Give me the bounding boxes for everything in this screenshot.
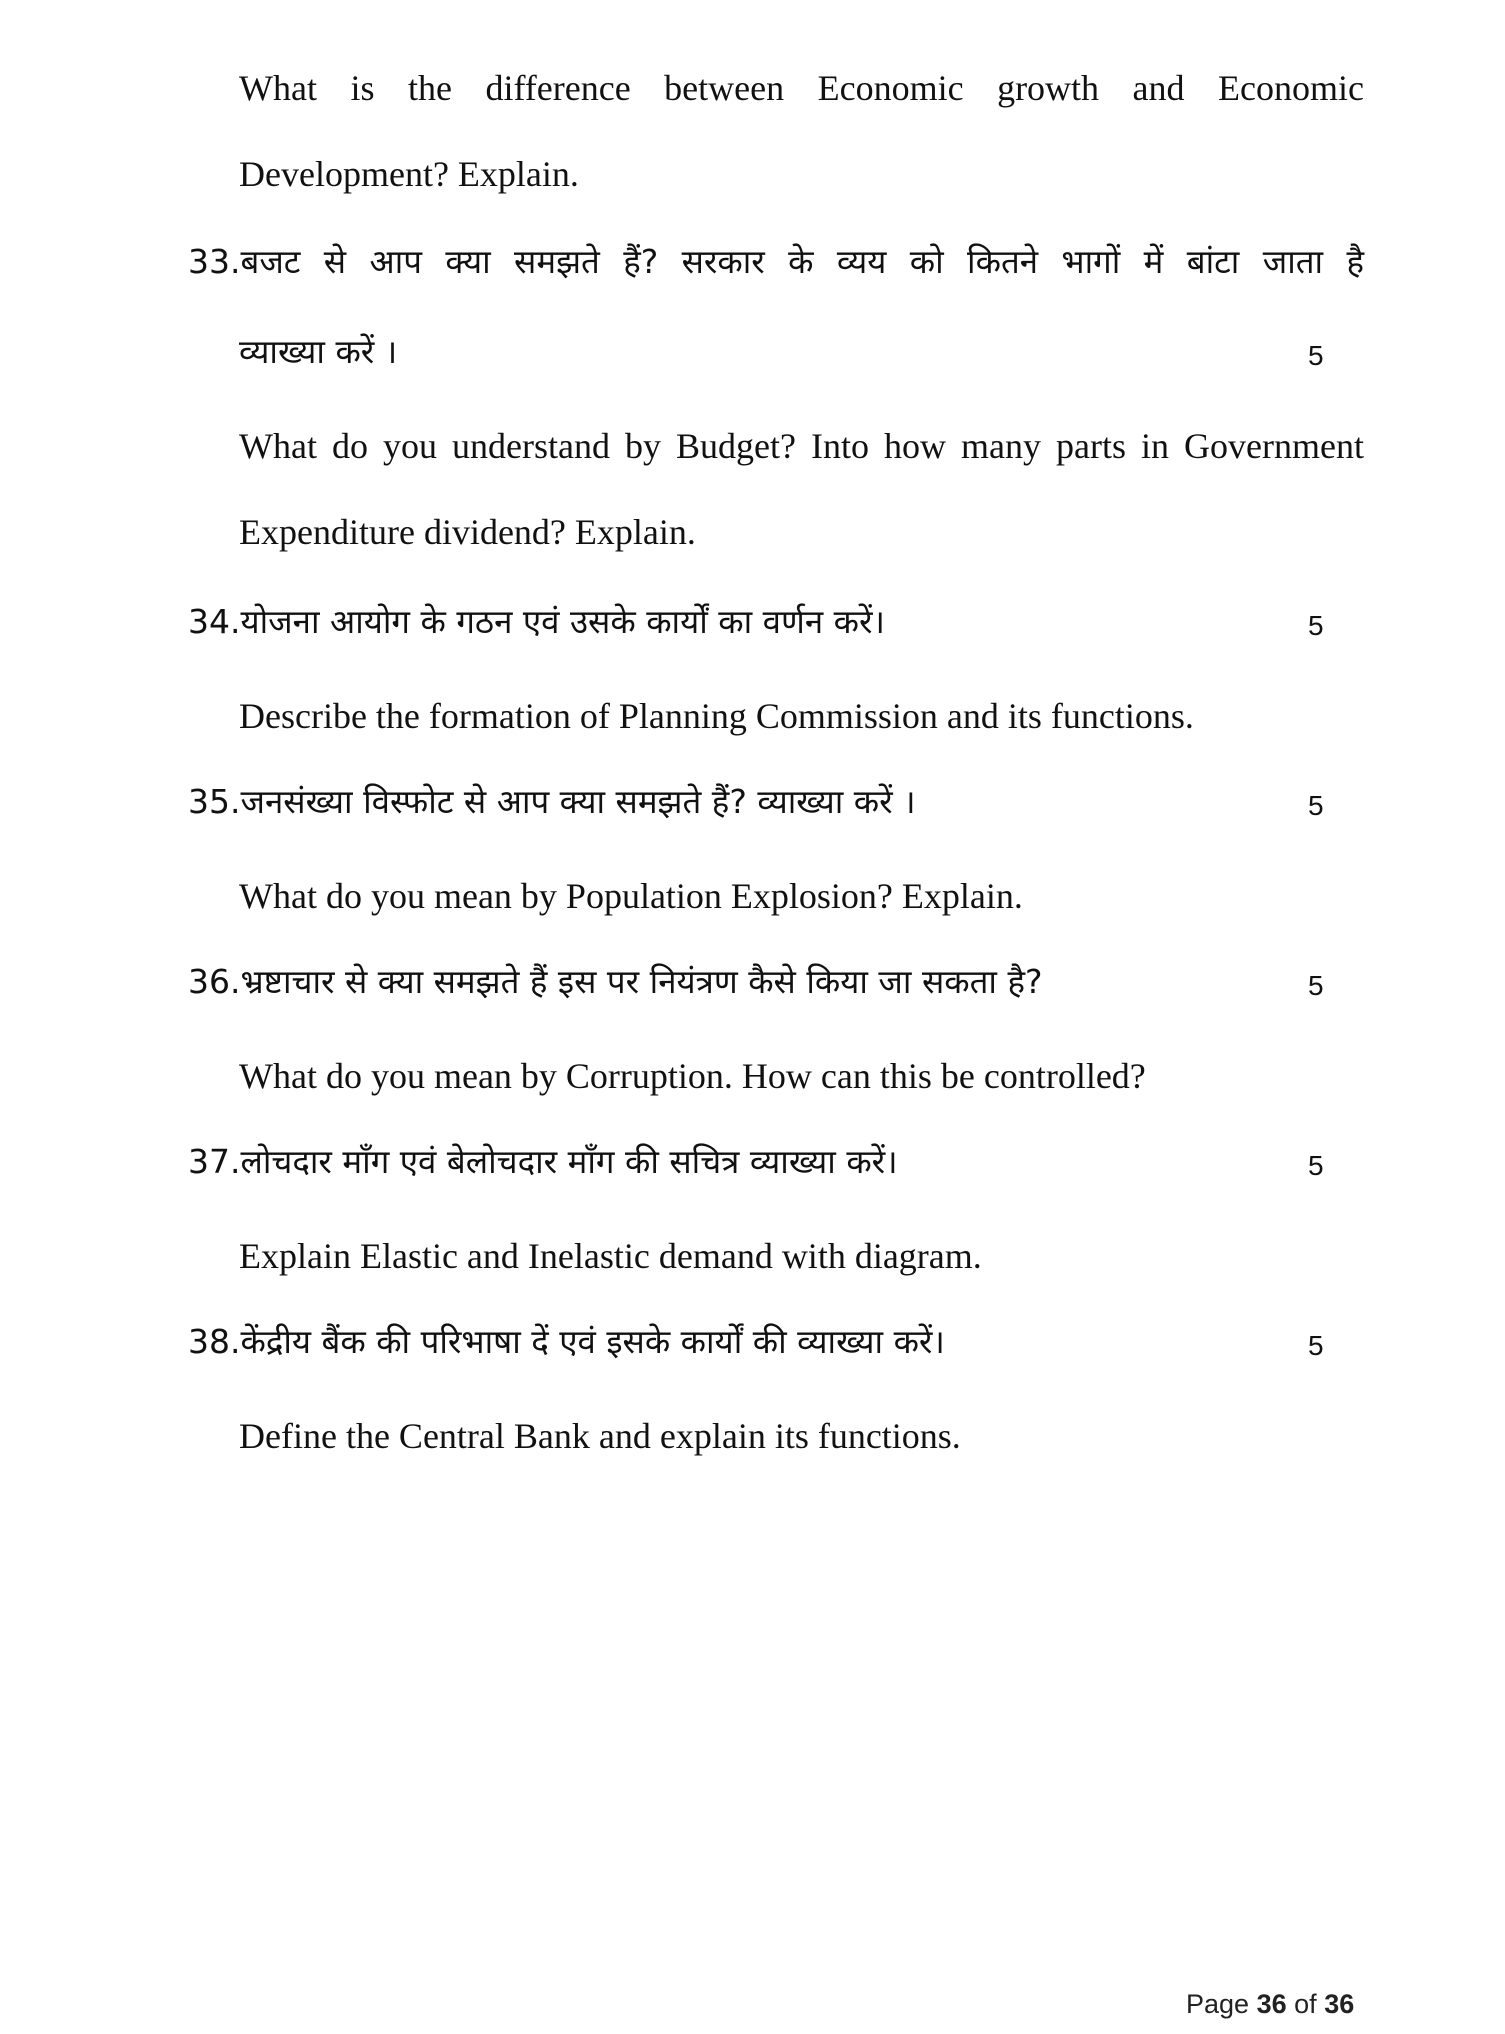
q34-hindi: 34.योजना आयोग के गठन एवं उसके कार्यों का वर्णन करें।	[188, 602, 885, 641]
q33-english-line-2: Expenditure dividend? Explain.	[239, 512, 696, 552]
current-page: 36	[1256, 1989, 1287, 2019]
q35-marks: 5	[1308, 790, 1324, 821]
q36-hindi: 36.भ्रष्टाचार से क्या समझते हैं इस पर नियंत्रण कैसे किया जा सकता है?	[188, 962, 1043, 1001]
q34-marks: 5	[1308, 610, 1324, 641]
q38-english: Define the Central Bank and explain its functions.	[239, 1416, 961, 1456]
q36-marks: 5	[1308, 970, 1324, 1001]
q37-english: Explain Elastic and Inelastic demand with diagram.	[239, 1236, 982, 1276]
of-word: of	[1294, 1989, 1317, 2019]
q38-marks: 5	[1308, 1330, 1324, 1361]
page-word: Page	[1186, 1989, 1250, 2019]
q35-english: What do you mean by Population Explosion? Explain.	[239, 876, 1023, 916]
q35-hindi: 35.जनसंख्या विस्फोट से आप क्या समझते हैं? व्याख्या करें ।	[188, 782, 916, 821]
q38-hindi: 38.केंद्रीय बैंक की परिभाषा दें एवं इसके कार्यों की व्याख्या करें।	[188, 1322, 945, 1361]
q36-english: What do you mean by Corruption. How can this be controlled?	[239, 1056, 1146, 1096]
q37-hindi: 37.लोचदार माँग एवं बेलोचदार माँग की सचित्र व्याख्या करें।	[188, 1142, 898, 1181]
q34-english: Describe the formation of Planning Commission and its functions.	[239, 696, 1194, 736]
q33-marks: 5	[1308, 340, 1324, 371]
q37-marks: 5	[1308, 1150, 1324, 1181]
q32-english-line-1: What is the difference between Economic growth and Economic	[239, 68, 1364, 108]
q33-hindi-line-1: 33.बजट से आप क्या समझते हैं? सरकार के व्यय को कितने भागों में बांटा जाता है	[188, 242, 1364, 281]
q33-hindi-line-2: व्याख्या करें ।	[239, 332, 398, 371]
total-pages: 36	[1324, 1989, 1355, 2019]
q32-english-line-2: Development? Explain.	[239, 154, 579, 194]
q33-english-line-1: What do you understand by Budget? Into how many parts in Government	[239, 426, 1364, 466]
page-number	[1186, 1987, 1354, 2021]
